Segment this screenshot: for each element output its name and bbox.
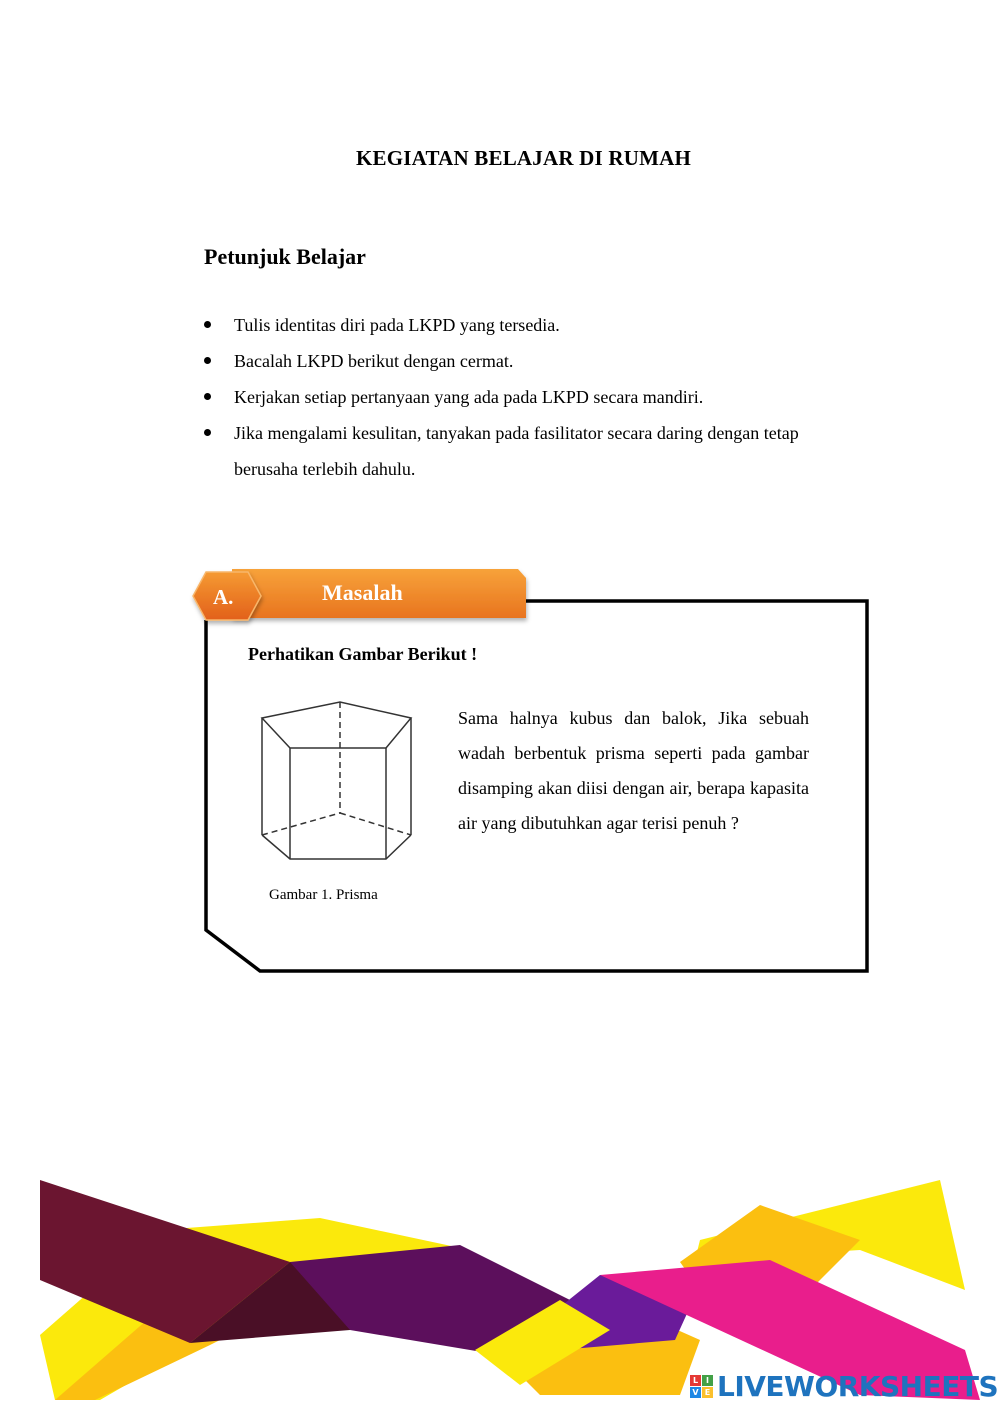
liveworksheets-watermark: [690, 1370, 998, 1403]
instruction-text: Bacalah LKPD berikut dengan cermat.: [234, 351, 514, 371]
logo-letter: L: [690, 1375, 701, 1386]
page-title: KEGIATAN BELAJAR DI RUMAH: [356, 146, 691, 170]
liveworksheets-logo-icon: [690, 1375, 713, 1398]
section-letter: A.: [213, 585, 234, 609]
figure-prompt: Perhatikan Gambar Berikut !: [248, 644, 478, 664]
instruction-text: Jika mengalami kesulitan, tanyakan pada fasilitator secara daring dengan tetap berusaha terlebih dahulu.: [234, 423, 799, 479]
logo-letter: V: [690, 1387, 701, 1398]
instruction-text: Kerjakan setiap pertanyaan yang ada pada LKPD secara mandiri.: [234, 387, 704, 407]
problem-text: Sama halnya kubus dan balok, Jika sebuah wadah berbentuk prisma seperti pada gambar disamping akan diisi dengan air, berapa kapasita air yang dibutuhkan agar terisi penuh ?: [458, 708, 809, 833]
instruction-text: Tulis identitas diri pada LKPD yang tersedia.: [234, 315, 560, 335]
instructions-heading: Petunjuk Belajar: [204, 244, 366, 269]
liveworksheets-text: LIVEWORKSHEETS: [717, 1370, 999, 1403]
logo-letter: I: [702, 1375, 713, 1386]
section-title: Masalah: [322, 580, 403, 605]
figure-caption: Gambar 1. Prisma: [269, 887, 378, 903]
logo-letter: E: [702, 1387, 713, 1398]
prism-figure: [262, 702, 411, 859]
